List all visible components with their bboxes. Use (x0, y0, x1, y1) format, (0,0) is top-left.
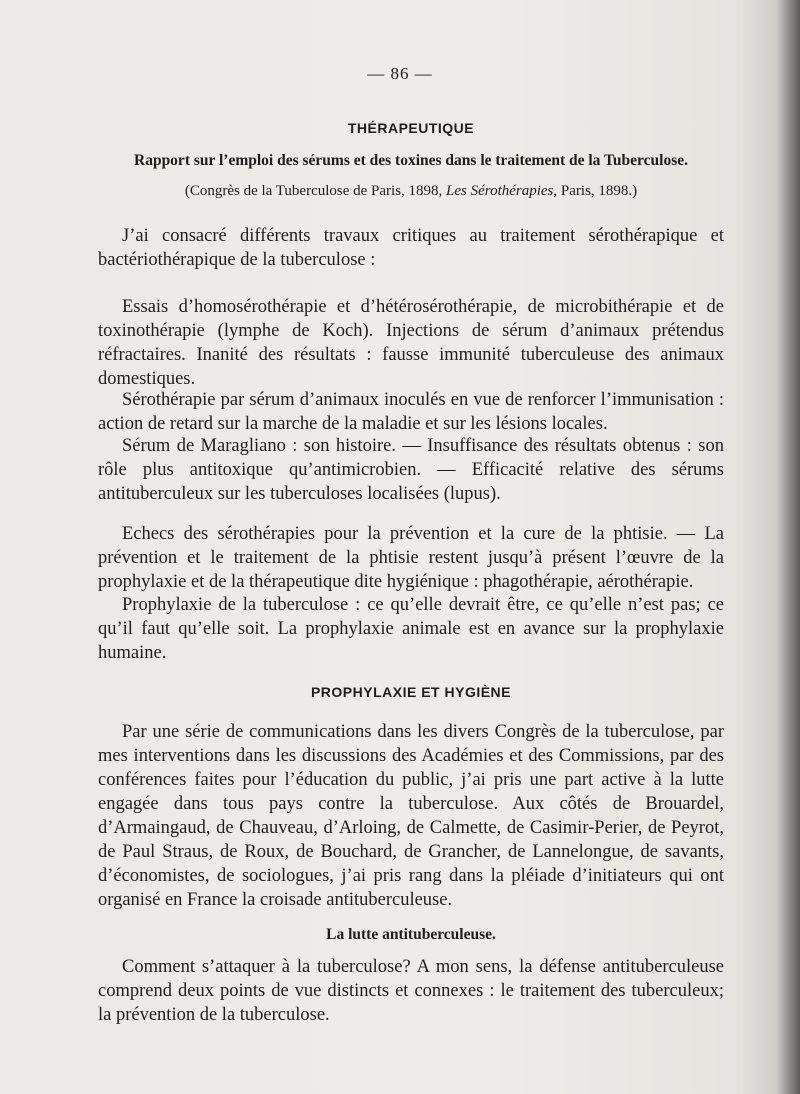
section-heading-therapeutique: THÉRAPEUTIQUE (347, 120, 475, 136)
paragraph: Echecs des sérothérapies pour la prévention et la cure de la phtisie. — La prévention et le traitement de la phtisie restent jusqu’à présent l’œuvre de la prophylaxie et de la thérapeutique dite hygiénique : phagothérapie, aérothérapie. (98, 524, 724, 592)
paragraph: Essais d’homosérothérapie et d’hétérosérothérapie, de microbithérapie et de toxinothérapie (lymphe de Koch). Injections de sérum d’animaux prétendus réfractaires. Inanité des résultats : fausse immunité tuberculeuse des animaux domestiques. (98, 297, 724, 389)
paragraph: Prophylaxie de la tuberculose : ce qu’elle devrait être, ce qu’elle n’est pas; ce qu’il faut qu’elle soit. La prophylaxie animale est en avance sur la prophylaxie humaine. (98, 595, 724, 663)
paragraph: Comment s’attaquer à la tuberculose? A mon sens, la défense antituberculeuse comprend deux points de vue distincts et connexes : le traitement des tuberculeux; la prévention de la tuberculose. (98, 957, 724, 1025)
citation-work-title: Les Sérothérapies (446, 183, 554, 199)
paragraph: Par une série de communications dans les divers Congrès de la tuberculose, par mes interventions dans les discussions des Académies et des Commissions, par des conférences faites pour l’éducation du public, j’ai pris une part active à la lutte engagée dans tous pays contre la tuberculose. Aux côtés de Brouardel, d’Armaingaud, de Chauveau, d’Arloing, de Calmette, de Casimir-Perier, de Peyrot, de Paul Straus, de Roux, de Bouchard, de Grancher, de Lannelongue, de savants, d’économistes, de sociologues, j’ai pris rang dans la pléiade d’initiateurs qui ont organisé en France la croisade antituberculeuse. (98, 722, 724, 910)
subheading-lutte: La lutte antituberculeuse. (326, 926, 496, 943)
page-number: — 86 — (367, 64, 433, 83)
report-title: Rapport sur l’emploi des sérums et des toxines dans le traitement de la Tuberculose. (134, 152, 688, 169)
paragraph: Sérum de Maragliano : son histoire. — Insuffisance des résultats obtenus : son rôle plus antitoxique qu’antimicrobien. — Efficacité relative des sérums antituberculeux sur les tuberculoses localisées (lupus). (98, 436, 724, 504)
citation-suffix: , Paris, 1898.) (553, 183, 638, 199)
paragraph: Sérothérapie par sérum d’animaux inoculés en vue de renforcer l’immunisation : action de retard sur la marche de la maladie et sur les lésions locales. (98, 390, 724, 434)
paragraph: J’ai consacré différents travaux critiques au traitement sérothérapique et bactériothérapique de la tuberculose : (98, 226, 724, 270)
citation (98, 183, 724, 200)
section-heading-prophylaxie: PROPHYLAXIE ET HYGIÈNE (310, 684, 512, 700)
citation-prefix: (Congrès de la Tuberculose de Paris, 1898, (184, 183, 443, 199)
